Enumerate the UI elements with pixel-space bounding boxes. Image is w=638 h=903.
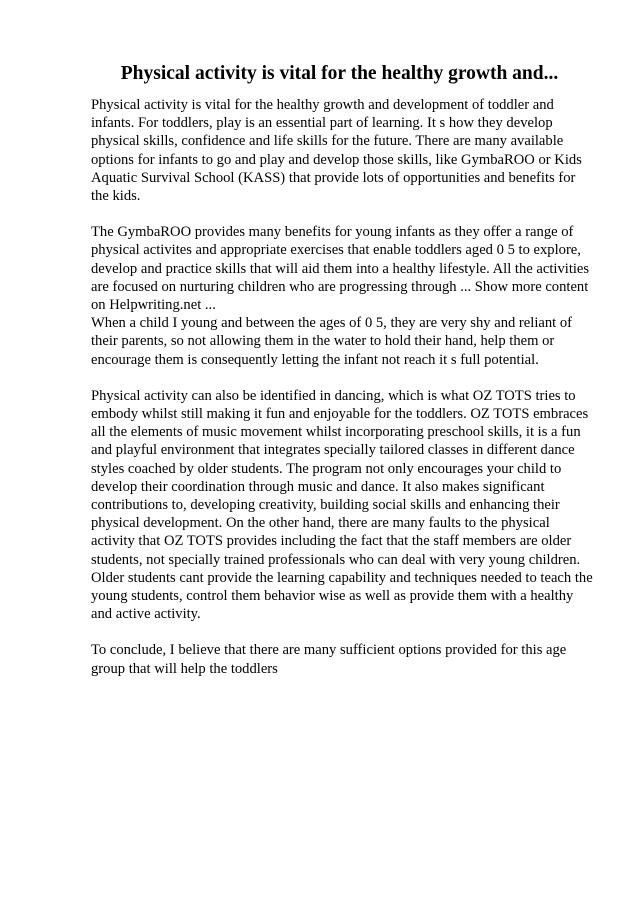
paragraph-conclusion: To conclude, I believe that there are many sufficient options provided for this age group that will help the toddlers bbox=[91, 642, 567, 677]
paragraph-oz-tots: Physical activity can also be identified in dancing, which is what OZ TOTS tries to embody whilst still making it fun and enjoyable for the toddlers. OZ TOTS embraces all the elements of music movement whilst incorporating preschool skills, it is a fun and playful environment that integrates specially tailored classes in different dance styles coached by older students. The program not only encourages your child to develop their coordination through music and dance. It also makes significant contributions to, developing creativity, building social skills and enhancing their physical development. On the other hand, there are many faults to the physical activity that OZ TOTS provides including the fact that the staff members are older students, not specially trained professionals who can deal with very young children. Older students cant provide the learning capability and techniques needed to teach the young students, control them behavior wise as well as provide them with a healthy and active activity. bbox=[91, 387, 593, 623]
paragraph-introduction: Physical activity is vital for the healthy growth and development of toddler and infants. For toddlers, play is an essential part of learning. It s how they develop physical skills, confidence and life skills for the future. There are many available options for infants to go and play and develop those skills, like GymbaROO or Kids Aquatic Survival School (KASS) that provide lots of opportunities and benefits for the kids. bbox=[91, 97, 582, 205]
document-title: Physical activity is vital for the healthy growth and... bbox=[120, 63, 559, 84]
document-body bbox=[91, 96, 596, 678]
paragraph-water-confidence: When a child I young and between the ages of 0 5, they are very shy and reliant of their parents, so not allowing them in the water to hold their hand, help them or encourage them is consequently letting the infant not reach it s full potential. bbox=[91, 315, 573, 368]
paragraph-gymbaroo: The GymbaROO provides many benefits for young infants as they offer a range of physical activites and appropriate exercises that enable toddlers aged 0 5 to explore, develop and practice skills that will aid them into a healthy lifestyle. All the activities are focused on nurturing children who are progressing through ... Show more content on Helpwriting.net ... bbox=[91, 224, 590, 314]
